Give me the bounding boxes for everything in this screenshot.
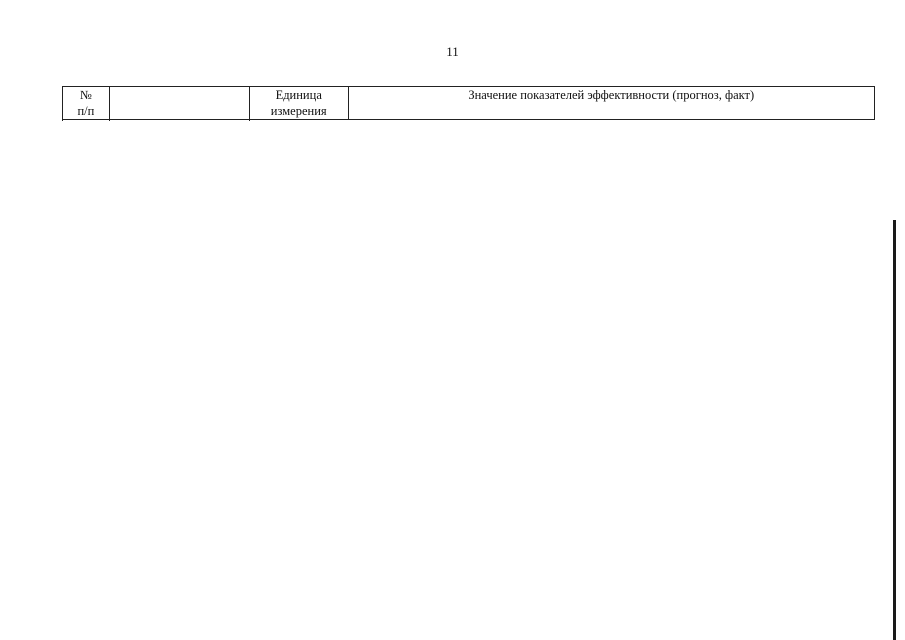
header-num-line-2: п/п (77, 104, 95, 118)
scan-edge-mark (893, 220, 896, 640)
header-row-1 (63, 87, 875, 120)
header-unit (249, 87, 348, 120)
header-unit-line-2: измерения (270, 104, 327, 118)
page-number: 11 (446, 44, 459, 59)
header-name (109, 87, 249, 120)
header-num (63, 87, 110, 120)
indicators-table (62, 86, 875, 120)
header-values-group: Значение показателей эффективности (прогноз, факт) (348, 87, 875, 120)
header-unit-line-1: Единица (275, 88, 322, 102)
header-num-line-1: № (79, 88, 92, 102)
